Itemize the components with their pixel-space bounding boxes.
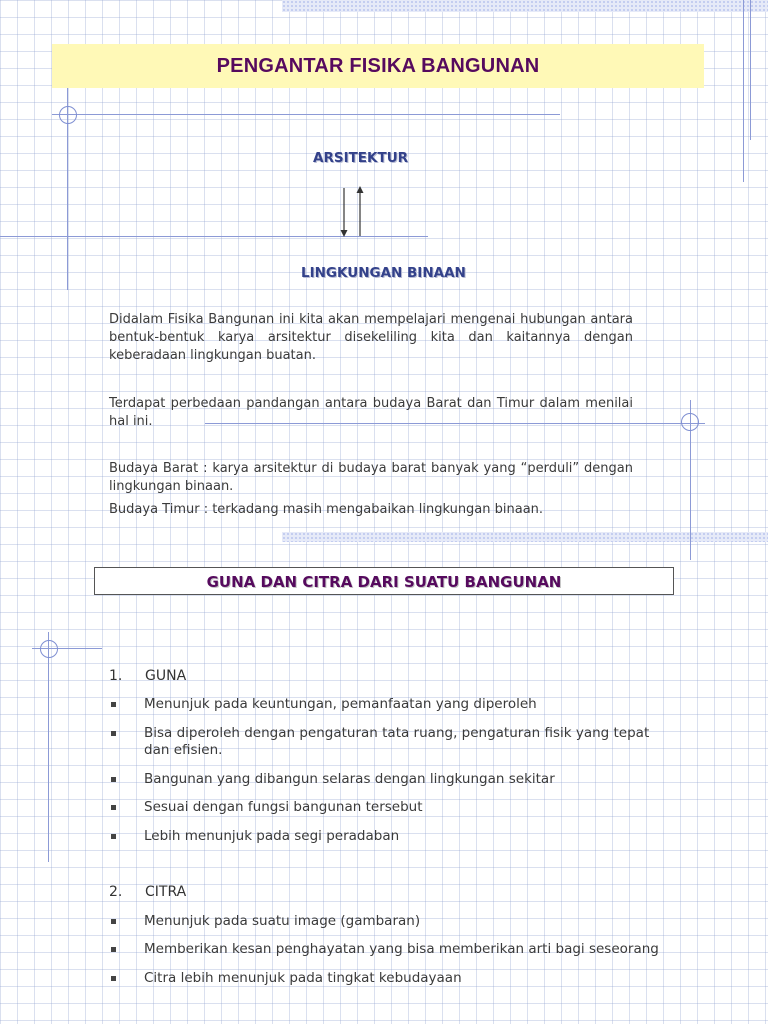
citra-number: 2. (109, 884, 123, 900)
decor-circle-top (59, 106, 77, 124)
citra-item: Citra lebih menunjuk pada tingkat kebudayaan (144, 970, 462, 986)
bullet-icon (111, 919, 116, 924)
decor-line-right2 (750, 0, 751, 140)
guna-item: Menunjuk pada keuntungan, pemanfaatan yang diperoleh (144, 696, 537, 712)
guna-item: Bangunan yang dibangun selaras dengan lingkungan sekitar (144, 771, 555, 787)
decor-circle-right (681, 413, 699, 431)
bidirectional-arrows-icon (336, 184, 368, 240)
decor-line-left (67, 68, 68, 290)
title-banner (52, 44, 704, 88)
decor-circle-lower (40, 640, 58, 658)
east-culture-paragraph: Budaya Timur : terkadang masih mengabaikan lingkungan binaan. (109, 502, 544, 517)
diagram-bottom-label: LINGKUNGAN BINAAN (301, 265, 466, 281)
intro-paragraph: Didalam Fisika Bangunan ini kita akan mempelajari mengenai hubungan antara bentuk-bentuk karya arsitektur disekeliling kita dan kaitannya dengan keberadaan lingkungan buatan. (109, 312, 633, 363)
guna-heading: GUNA (145, 668, 187, 684)
bullet-icon (111, 805, 116, 810)
section-title: GUNA DAN CITRA DARI SUATU BANGUNAN (206, 573, 562, 591)
guna-number: 1. (109, 668, 123, 684)
citra-item: Memberikan kesan penghayatan yang bisa memberikan arti bagi seseorang (144, 941, 659, 957)
decor-line-lower-v (48, 632, 49, 862)
difference-paragraph: Terdapat perbedaan pandangan antara budaya Barat dan Timur dalam menilai hal ini. (109, 396, 633, 429)
bullet-icon (111, 731, 116, 736)
bullet-icon (111, 976, 116, 981)
citra-item: Menunjuk pada suatu image (gambaran) (144, 913, 421, 929)
guna-item: Sesuai dengan fungsi bangunan tersebut (144, 799, 423, 815)
page-title: PENGANTAR FISIKA BANGUNAN (216, 55, 540, 77)
guna-item: Bisa diperoleh dengan pengaturan tata ruang, pengaturan fisik yang tepat dan efisien. (144, 725, 650, 758)
bullet-icon (111, 777, 116, 782)
guna-item: Lebih menunjuk pada segi peradaban (144, 828, 400, 844)
diagram-top-label: ARSITEKTUR (313, 150, 409, 166)
decor-line-right (743, 0, 744, 182)
west-culture-paragraph: Budaya Barat : karya arsitektur di budaya barat banyak yang “perduli” dengan lingkungan binaan. (109, 461, 633, 494)
bullet-icon (111, 947, 116, 952)
bullet-icon (111, 702, 116, 707)
decor-band-middle (282, 532, 768, 542)
decor-band-top (282, 0, 768, 12)
citra-heading: CITRA (145, 884, 187, 900)
decor-line-top (52, 114, 560, 115)
section-header (94, 567, 674, 595)
bullet-icon (111, 834, 116, 839)
